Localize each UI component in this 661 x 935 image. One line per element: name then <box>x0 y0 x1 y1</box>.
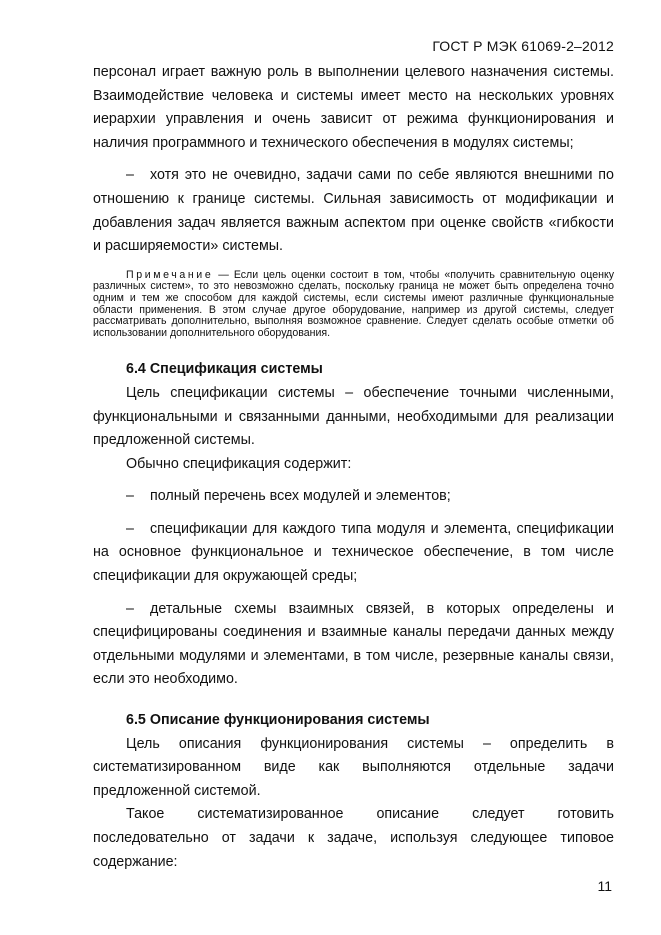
paragraph-spec-purpose: Цель спецификации системы – обеспечение точными численными, функциональными и связанными данными, необходимыми для реализации предложенной системы. <box>93 384 614 449</box>
list-item-text: полный перечень всех модулей и элементов; <box>150 488 451 505</box>
note-block <box>93 270 614 340</box>
document-header: ГОСТ Р МЭК 61069-2–2012 <box>432 38 614 54</box>
page-content <box>93 61 614 874</box>
list-item-tasks <box>93 164 614 258</box>
dash-marker: – <box>126 600 134 617</box>
dash-marker: – <box>126 167 134 184</box>
list-item-text: спецификации для каждого типа модуля и элемента, спецификации на основное функциональное и техническое обеспечение, в том числе спецификации для окружающей среды; <box>93 520 614 585</box>
page-number: 11 <box>597 878 612 894</box>
dash-marker: – <box>126 488 134 505</box>
paragraph-func-content: Такое систематизированное описание следует готовить последовательно от задачи к задаче, используя следующее типовое содержание: <box>93 806 614 870</box>
section-heading-6-5 <box>93 709 614 733</box>
section-number: 6.4 <box>126 361 146 378</box>
section-number: 6.5 <box>126 712 146 729</box>
paragraph-spec-contains: Обычно спецификация содержит: <box>126 455 352 472</box>
dash-marker: – <box>126 520 134 537</box>
note-label: Примечание <box>126 268 214 281</box>
list-item-text: хотя это не очевидно, задачи сами по себе являются внешними по отношению к границе системы. Сильная зависимость от модификации и добавления задач является важным аспектом при оценке свойств «гибкости и расширяемости» системы. <box>93 167 614 255</box>
list-item <box>93 518 614 589</box>
list-item <box>93 598 614 692</box>
section-title: Описание функционирования системы <box>149 712 430 729</box>
note-separator: — <box>213 268 234 281</box>
paragraph-func-purpose: Цель описания функционирования системы – определить в систематизированном виде как выполняются отдельные задачи предложенной системой. <box>93 735 614 799</box>
section-title: Спецификация системы <box>149 361 323 378</box>
note-text: Если цель оценки состоит в том, чтобы «получить сравнительную оценку различных систем», то это невозможно сделать, поскольку граница не может быть определена точно одним и тем же способом для каждой системы, если системы имеют различные функциональные области применения. В этом случае другое оборудование, например из другой системы, следует рассматривать дополнительно, выполняя возможное сравнение. Следует сделать особые отметки об использовании дополнительного оборудования. <box>93 268 614 339</box>
paragraph-personnel: персонал играет важную роль в выполнении целевого назначения системы. Взаимодействие человека и системы имеет место на нескольких уровнях иерархии управления и очень зависит от режима функционирования и наличия программного и технического обеспечения в модулях системы; <box>93 64 614 151</box>
list-item-text: детальные схемы взаимных связей, в которых определены и специфицированы соединения и взаимные каналы передачи данных между отдельными модулями и элементами, в том числе, резервные каналы связи, если это необходимо. <box>93 600 614 688</box>
section-heading-6-4 <box>93 358 614 382</box>
list-item <box>93 485 614 509</box>
